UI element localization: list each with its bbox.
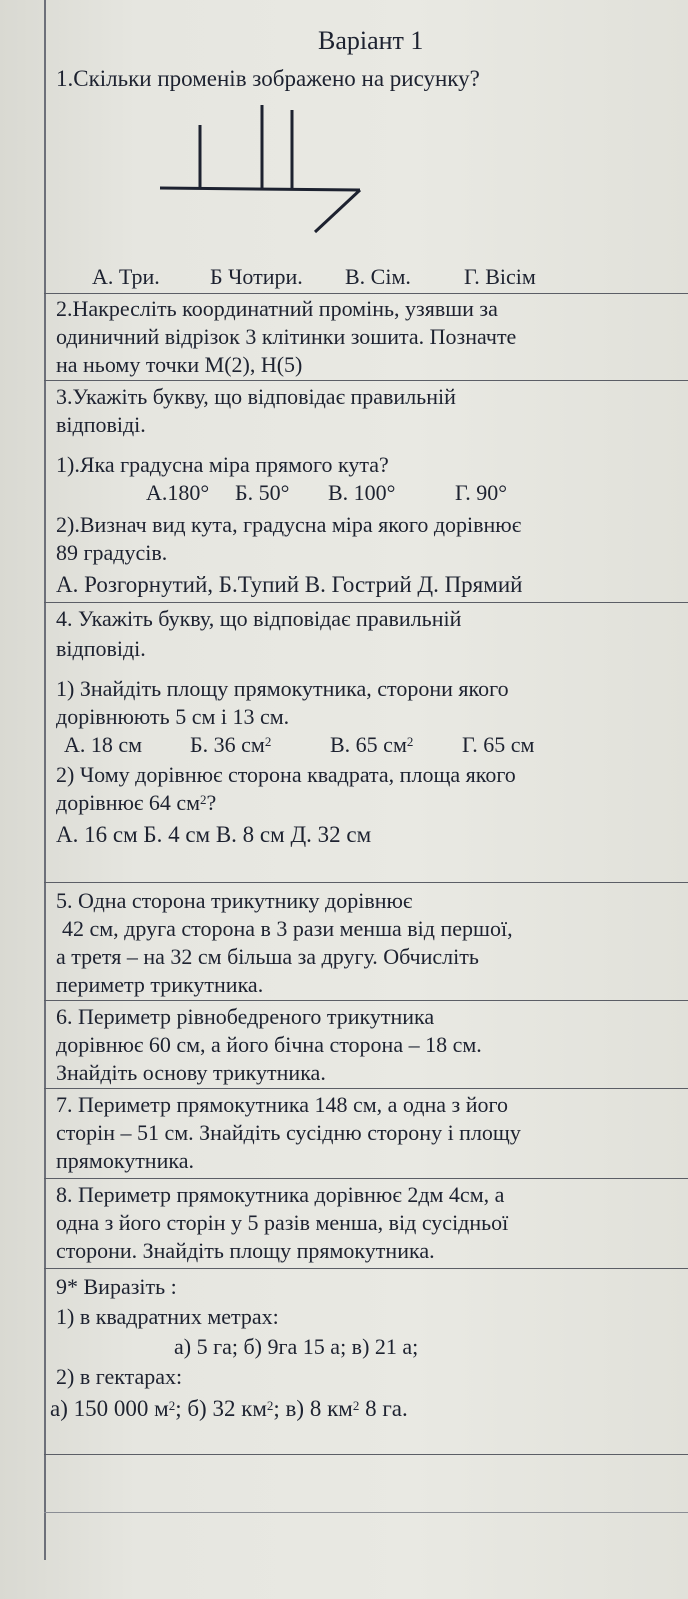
divider bbox=[44, 380, 688, 381]
q1-option-c: В. Сім. bbox=[345, 264, 411, 289]
divider bbox=[44, 293, 688, 294]
q4-sub1-line-2: дорівнюють 5 см і 13 см. bbox=[56, 704, 290, 729]
q3-sub2-line-2: 89 градусів. bbox=[56, 540, 168, 565]
q9-title: 9* Виразіть : bbox=[56, 1274, 177, 1299]
q2-line-3: на ньому точки М(2), Н(5) bbox=[56, 352, 303, 377]
q3-line-2: відповіді. bbox=[56, 412, 146, 437]
q4-sub2-options: А. 16 см Б. 4 см В. 8 см Д. 32 см bbox=[56, 822, 372, 847]
q6-line-2: дорівнює 60 см, а його бічна сторона – 18 см. bbox=[56, 1032, 482, 1057]
q4-sub2-line-2: дорівнює 64 $см^2$? bbox=[56, 790, 217, 815]
q9-part1: 1) в квадратних метрах: bbox=[56, 1304, 279, 1329]
q2-line-2: одиничний відрізок 3 клітинки зошита. Позначте bbox=[56, 324, 517, 349]
q9-part1-items: а) 5 га; б) 9га 15 а; в) 21 а; bbox=[174, 1334, 419, 1359]
q8-line-2: одна з його сторін у 5 разів менша, від сусідньої bbox=[56, 1210, 509, 1235]
q4-sub1-option-b: Б. 36 $см^2$ bbox=[190, 732, 272, 757]
q3-sub1-text: 1).Яка градусна міра прямого кута? bbox=[56, 452, 389, 477]
margin-line bbox=[44, 0, 46, 1560]
q3-sub2-options: А. Розгорнутий, Б.Тупий В. Гострий Д. Прямий bbox=[56, 572, 523, 597]
q1-option-a: А. Три. bbox=[92, 264, 160, 289]
variant-title: Варіант 1 bbox=[318, 26, 424, 55]
divider bbox=[44, 1088, 688, 1089]
divider bbox=[44, 882, 688, 883]
q9-part2-items: а) 150 000 $м^2$; б) 32 $км^2$; в) 8 $км^2$ 8 га. bbox=[50, 1396, 408, 1421]
q8-line-1: 8. Периметр прямокутника дорівнює 2дм 4см, а bbox=[56, 1182, 505, 1207]
q6-line-1: 6. Периметр рівнобедреного трикутника bbox=[56, 1004, 435, 1029]
q5-line-1: 5. Одна сторона трикутнику дорівнює bbox=[56, 888, 413, 913]
divider bbox=[44, 602, 688, 603]
q3-line-1: 3.Укажіть букву, що відповідає правильній bbox=[56, 384, 456, 409]
divider bbox=[44, 1268, 688, 1269]
q8-line-3: сторони. Знайдіть площу прямокутника. bbox=[56, 1238, 435, 1263]
q2-line-1: 2.Накресліть координатний промінь, узявши за bbox=[56, 296, 498, 321]
divider bbox=[44, 1000, 688, 1001]
rays-figure bbox=[150, 100, 380, 245]
q3-sub1-option-d: Г. 90° bbox=[455, 480, 508, 505]
q1-option-d: Г. Вісім bbox=[464, 264, 536, 289]
q9-part2: 2) в гектарах: bbox=[56, 1364, 183, 1389]
q4-sub1-option-d: Г. 65 см bbox=[462, 732, 535, 757]
q7-line-1: 7. Периметр прямокутника 148 см, а одна з його bbox=[56, 1092, 508, 1117]
q5-line-3: а третя – на 32 см більша за другу. Обчисліть bbox=[56, 944, 479, 969]
q3-sub2-line-1: 2).Визнач вид кута, градусна міра якого дорівнює bbox=[56, 512, 522, 537]
q3-sub1-option-b: Б. 50° bbox=[235, 480, 290, 505]
q4-sub1-line-1: 1) Знайдіть площу прямокутника, сторони якого bbox=[56, 676, 509, 701]
q4-line-2: відповіді. bbox=[56, 636, 146, 661]
q4-line-1: 4. Укажіть букву, що відповідає правильній bbox=[56, 606, 462, 631]
q7-line-2: сторін – 51 см. Знайдіть сусідню сторону і площу bbox=[56, 1120, 521, 1145]
q3-sub1-option-c: В. 100° bbox=[328, 480, 396, 505]
q7-line-3: прямокутника. bbox=[56, 1148, 194, 1173]
q3-sub1-option-a: А.180° bbox=[146, 480, 210, 505]
q4-sub2-line-1: 2) Чому дорівнює сторона квадрата, площа якого bbox=[56, 762, 516, 787]
q4-sub1-option-a: А. 18 см bbox=[64, 732, 143, 757]
divider bbox=[44, 1454, 688, 1455]
q4-sub1-option-c: В. 65 $см^2$ bbox=[330, 732, 414, 757]
divider bbox=[44, 1512, 688, 1513]
q6-line-3: Знайдіть основу трикутника. bbox=[56, 1060, 326, 1085]
q5-line-4: периметр трикутника. bbox=[56, 972, 264, 997]
q1-option-b: Б Чотири. bbox=[210, 264, 303, 289]
q1-text: 1.Скільки променів зображено на рисунку? bbox=[56, 66, 480, 91]
q5-line-2: 42 см, друга сторона в 3 рази менша від першої, bbox=[62, 916, 513, 941]
divider bbox=[44, 1178, 688, 1179]
